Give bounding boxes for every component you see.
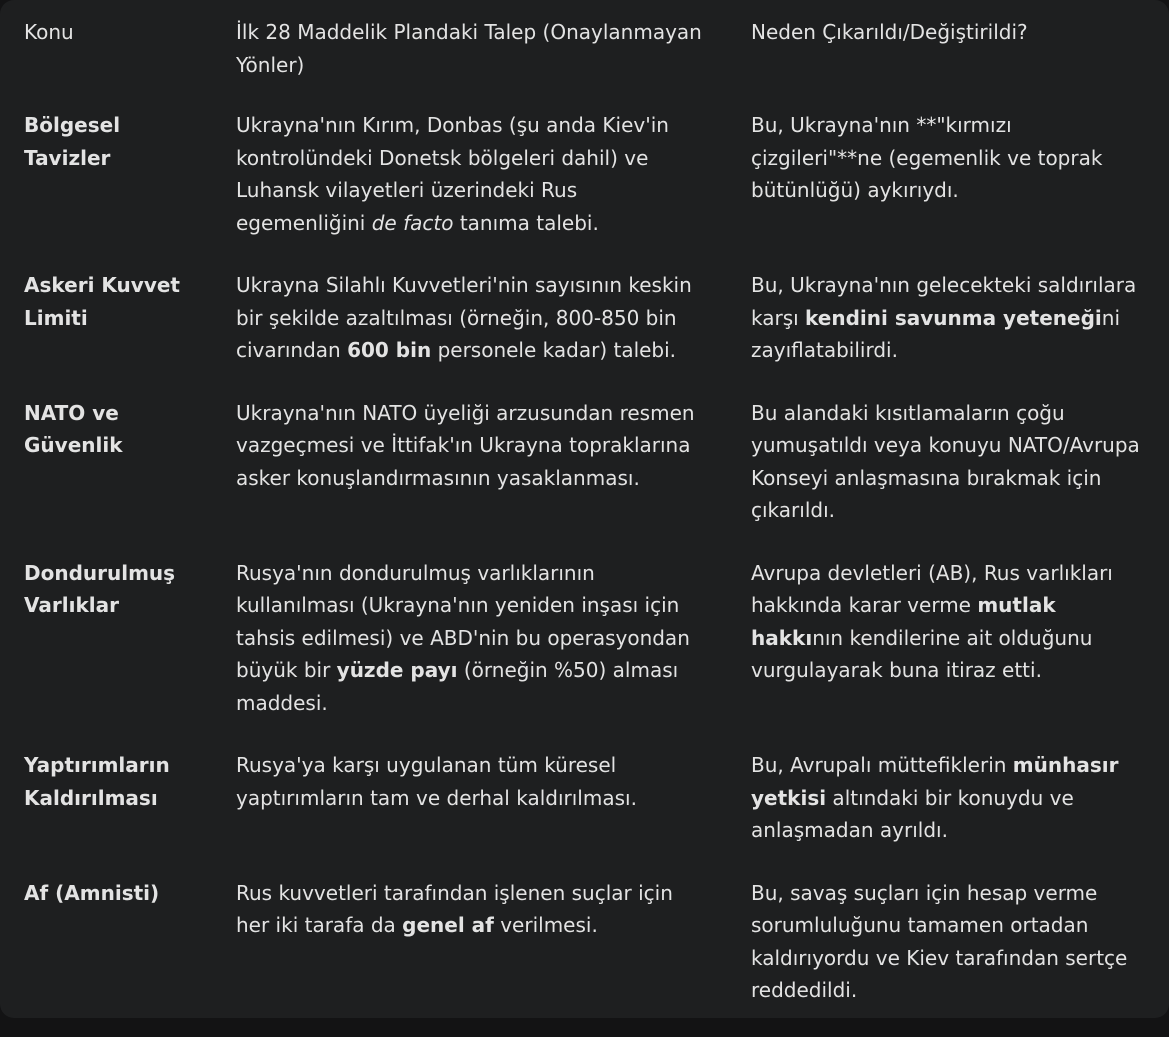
header-reason: Neden Çıkarıldı/Değiştirildi? bbox=[751, 20, 1028, 44]
table-row bbox=[0, 109, 1169, 269]
table-header-row bbox=[0, 0, 1169, 109]
row-topic: Bölgesel Tavizler bbox=[24, 113, 121, 170]
row-topic: Askeri Kuvvet Limiti bbox=[24, 273, 180, 330]
row-topic: Yaptırımların Kaldırılması bbox=[24, 753, 170, 810]
row-topic: Dondurulmuş Varlıklar bbox=[24, 560, 176, 617]
table-row bbox=[0, 397, 1169, 557]
table-row bbox=[0, 269, 1169, 397]
row-reason: Avrupa devletleri (AB), Rus varlıkları hakkında karar verme mutlak hakkının kendilerine ait olduğunu vurgulayarak buna itiraz etti. bbox=[751, 560, 1113, 682]
row-demand: Ukrayna'nın Kırım, Donbas (şu anda Kiev'in kontrolündeki Donetsk bölgeleri dahil) ve Luhansk vilayetleri üzerindeki Rus egemenliğini de facto tanıma talebi. bbox=[236, 113, 669, 235]
row-reason: Bu alandaki kısıtlamaların çoğu yumuşatıldı veya konuyu NATO/Avrupa Konseyi anlaşmasına bırakmak için çıkarıldı. bbox=[751, 400, 1140, 522]
table-row bbox=[0, 877, 1169, 1037]
row-reason: Bu, Ukrayna'nın **"kırmızı çizgileri"**ne (egemenlik ve toprak bütünlüğü) aykırıydı. bbox=[751, 113, 1103, 202]
row-reason: Bu, savaş suçları için hesap verme sorumluluğunu tamamen ortadan kaldırıyordu ve Kiev tarafından sertçe reddedildi. bbox=[751, 880, 1128, 1002]
row-topic: NATO ve Güvenlik bbox=[24, 400, 123, 457]
row-demand: Rusya'nın dondurulmuş varlıklarının kullanılması (Ukrayna'nın yeniden inşası için tahsis edilmesi) ve ABD'nin bu operasyondan büyük bir yüzde payı (örneğin %50) alması maddesi. bbox=[236, 560, 690, 715]
row-demand: Ukrayna Silahlı Kuvvetleri'nin sayısının keskin bir şekilde azaltılması (örneğin, 800-850 bin civarından 600 bin personele kadar) talebi. bbox=[236, 273, 692, 362]
row-demand: Rus kuvvetleri tarafından işlenen suçlar için her iki tarafa da genel af verilmesi. bbox=[236, 880, 673, 937]
row-demand: Ukrayna'nın NATO üyeliği arzusundan resmen vazgeçmesi ve İttifak'ın Ukrayna topraklarına asker konuşlandırmasının yasaklanması. bbox=[236, 400, 695, 490]
row-reason: Bu, Avrupalı müttefiklerin münhasır yetkisi altındaki bir konuydu ve anlaşmadan ayrıldı. bbox=[751, 753, 1119, 842]
table-row bbox=[0, 557, 1169, 750]
header-topic: Konu bbox=[24, 20, 74, 44]
row-demand: Rusya'ya karşı uygulanan tüm küresel yaptırımların tam ve derhal kaldırılması. bbox=[236, 753, 637, 810]
table-row bbox=[0, 749, 1169, 877]
row-reason: Bu, Ukrayna'nın gelecekteki saldırılara karşı kendini savunma yeteneğini zayıflatabilirdi. bbox=[751, 273, 1137, 362]
header-demand: İlk 28 Maddelik Plandaki Talep (Onaylanmayan Yönler) bbox=[236, 20, 702, 77]
row-topic: Af (Amnisti) bbox=[24, 880, 160, 905]
